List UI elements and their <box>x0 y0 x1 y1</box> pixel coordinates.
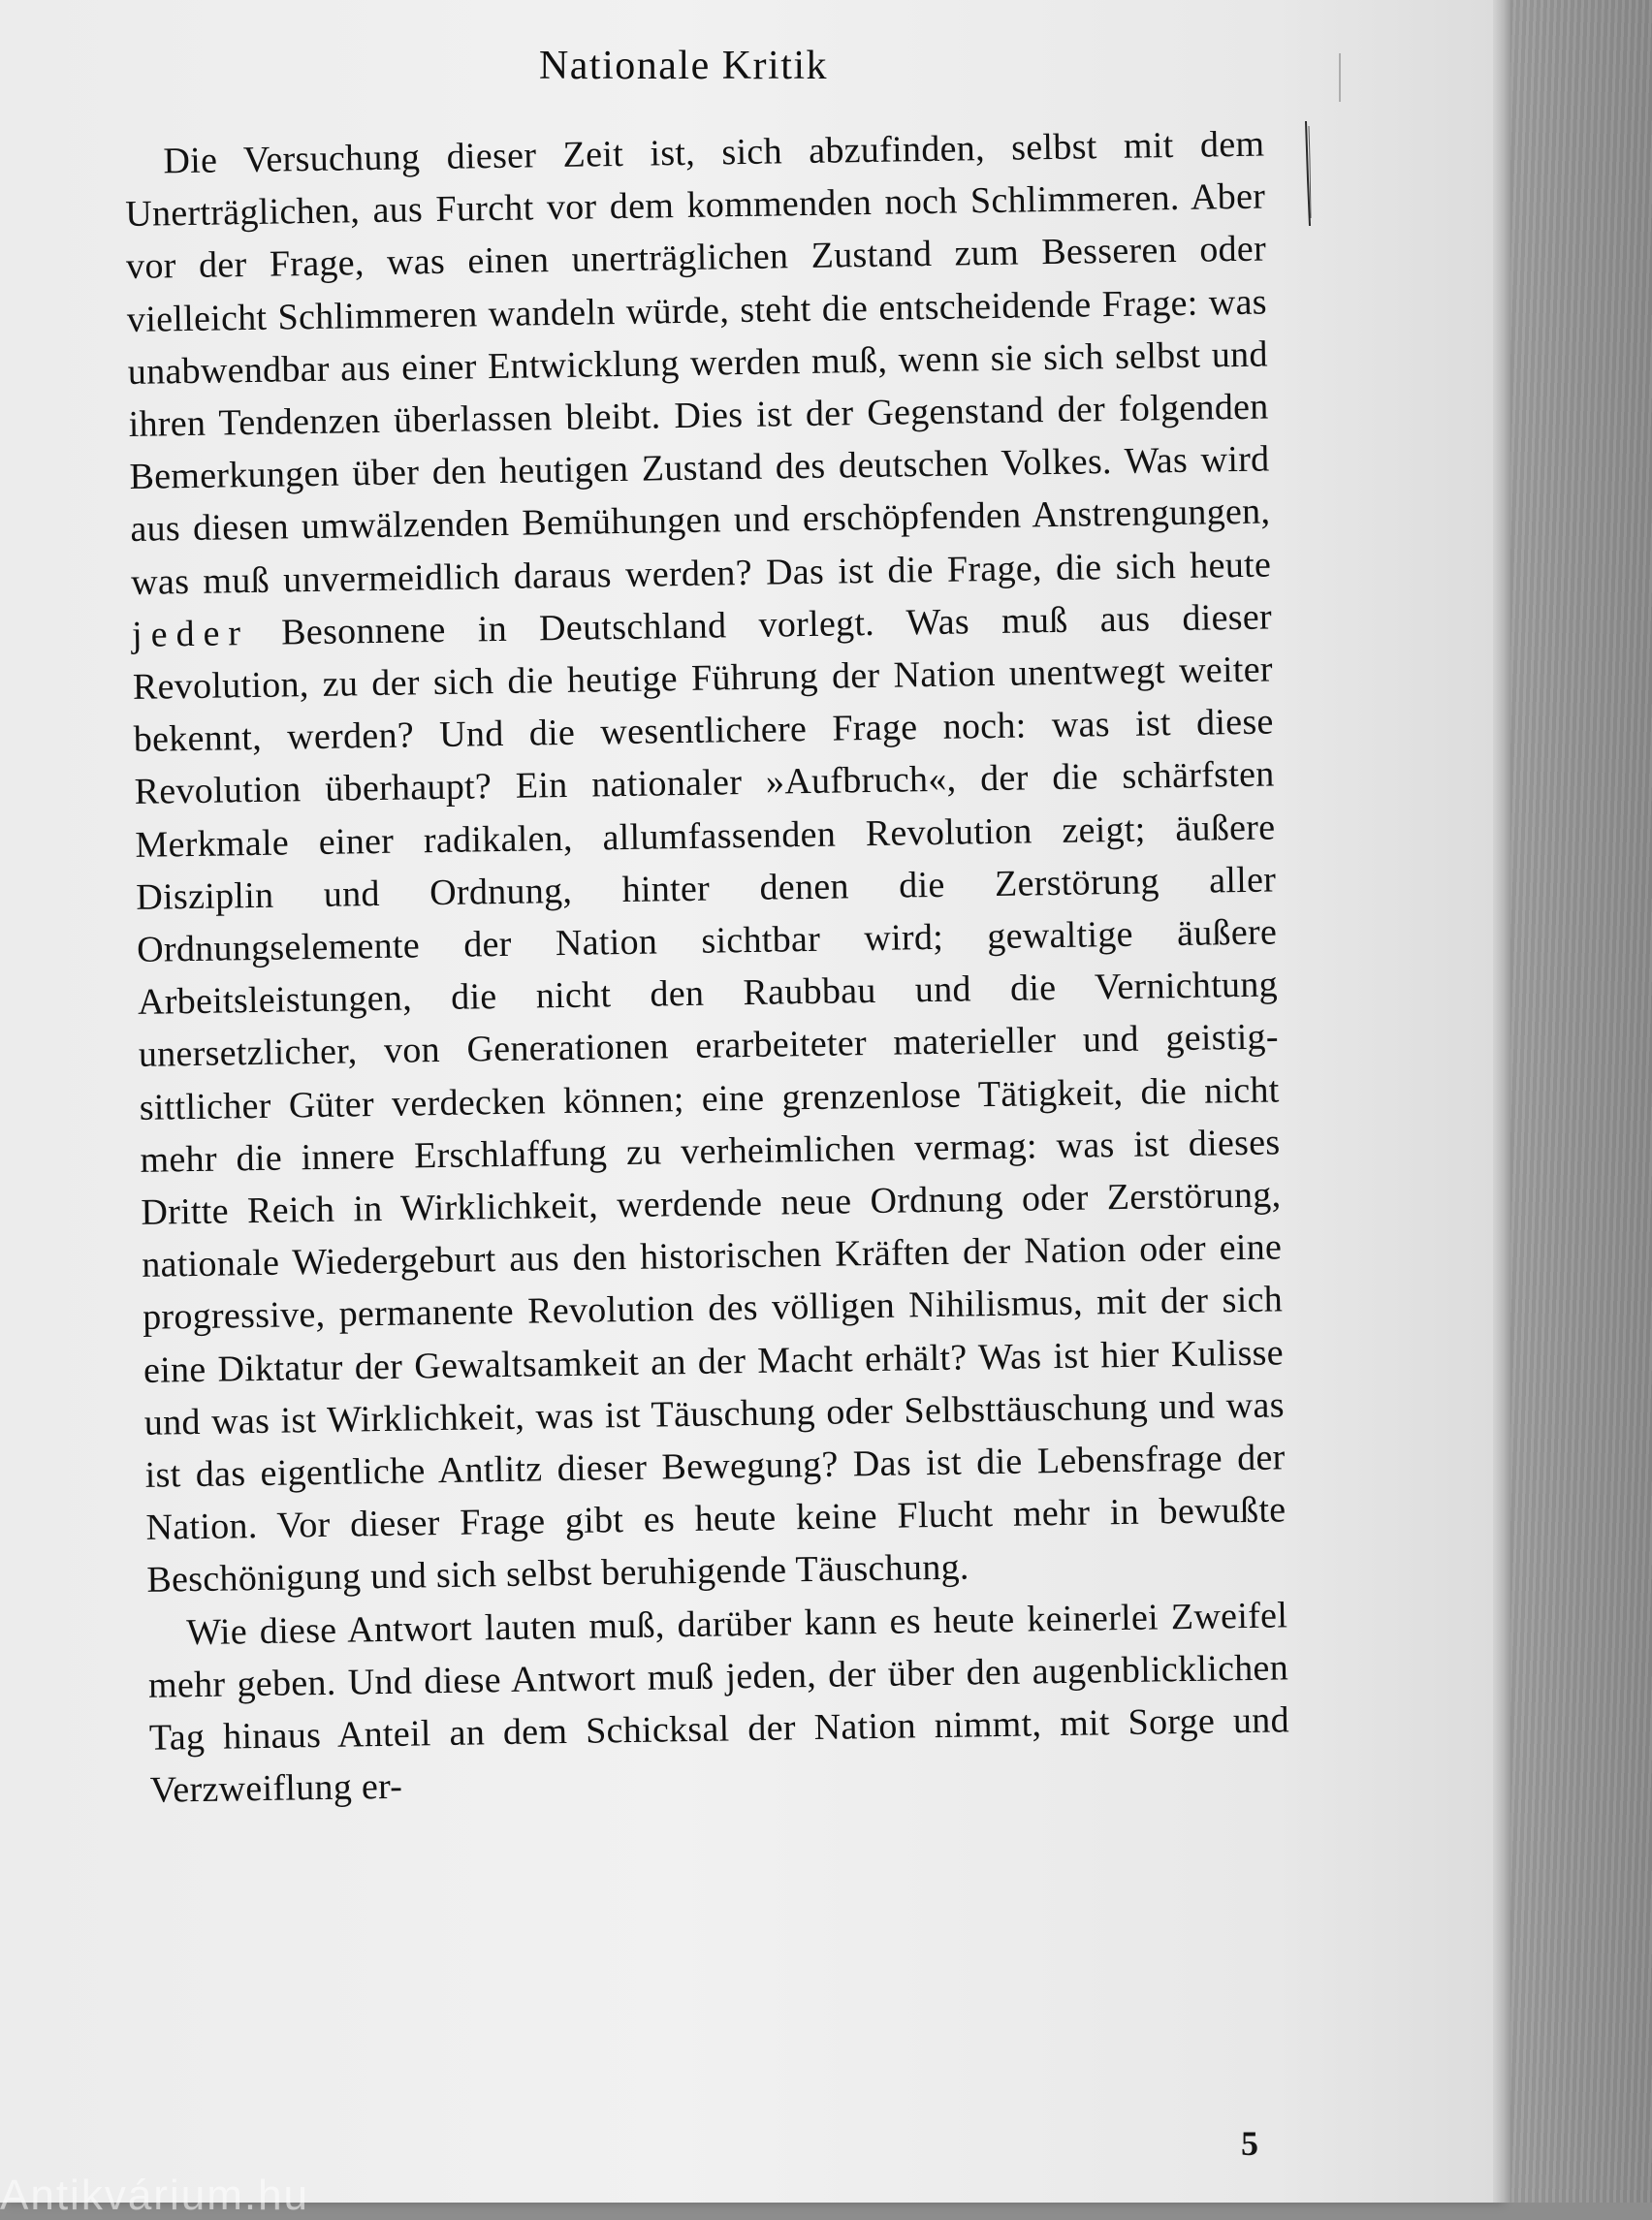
page-number: 5 <box>1241 2124 1258 2163</box>
emphasized-word: jeder <box>131 612 250 655</box>
page-edge <box>1493 0 1510 2203</box>
paragraph-1-part-b: Besonnene in Deutschland vorlegt. Was muß aus dieser Revolution, zu der sich die heutige Führung der Nation unentwegt weiter bekennt, werden? Und die wesentlichere Frage noch: was ist diese Revolution überhaupt? Ein nationaler »Aufbruch«, der die schärfsten Merkmale einer radikalen, allumfassenden Revolution zeigt; äußere Disziplin und Ordnung, hinter denen die Zerstörung aller Ordnungselemente der Nation sichtbar wird; gewaltige äußere Arbeitsleistungen, die nicht den Raubbau und die Vernichtung unersetzlicher, von Generationen erarbeiteter materieller und geistig-sittlicher Güter verdecken können; eine grenzenlose Tätigkeit, die nicht mehr die innere Erschlaffung zu verheimlichen vermag: was ist dieses Dritte Reich in Wirklichkeit, werdende neue Ordnung oder Zerstörung, nationale Wiedergeburt aus den historischen Kräften der Nation oder eine progressive, permanente Revolution des völligen Nihilismus, mit der sich eine Diktatur der Gewaltsamkeit an der Macht erhält? Was ist hier Kulisse und was ist Wirklichkeit, was ist Täuschung oder Selbsttäuschung und was ist das eigentliche Antlitz dieser Bewegung? Das ist die Lebensfrage der Nation. Vor dieser Frage gibt es heute keine Flucht mehr in bewußte Beschönigung und sich selbst beruhigende Täuschung. <box>132 596 1287 1602</box>
pencil-margin-mark <box>1304 121 1312 228</box>
paragraph-1 <box>124 118 1287 1607</box>
paragraph-1-part-a: Die Versuchung dieser Zeit ist, sich abzufinden, selbst mit dem Unerträglichen, aus Furcht vor dem kommenden noch Schlimmeren. Aber vor der Frage, was einen unerträglichen Zustand zum Besseren oder vielleicht Schlimmeren wandeln würde, steht die entscheidende Frage: was unabwendbar aus einer Entwicklung werden muß, wenn sie sich selbst und ihren Tendenzen überlassen bleibt. Dies ist der Gegenstand der folgenden Bemerkungen über den heutigen Zustand des deutschen Volkes. Was wird aus diesen umwälzenden Bemühungen und erschöpfenden Anstrengungen, was muß unvermeidlich daraus werden? Das ist die Frage, die sich heute <box>124 123 1272 603</box>
margin-tick-mark <box>1338 53 1342 102</box>
scan-backdrop <box>1493 0 1652 2203</box>
paragraph-2: Wie diese Antwort lauten muß, darüber kann es heute keinerlei Zweifel mehr geben. Und diese Antwort muß jeden, der über den augenblicklichen Tag hinaus Anteil an dem Schicksal der Nation nimmt, mit Sorge und Verzweiflung er- <box>147 1595 1290 1812</box>
watermark-logo: Antikvárium.hu <box>0 2172 310 2219</box>
body-text <box>124 118 1290 1818</box>
page-title: Nationale Kritik <box>538 44 829 88</box>
